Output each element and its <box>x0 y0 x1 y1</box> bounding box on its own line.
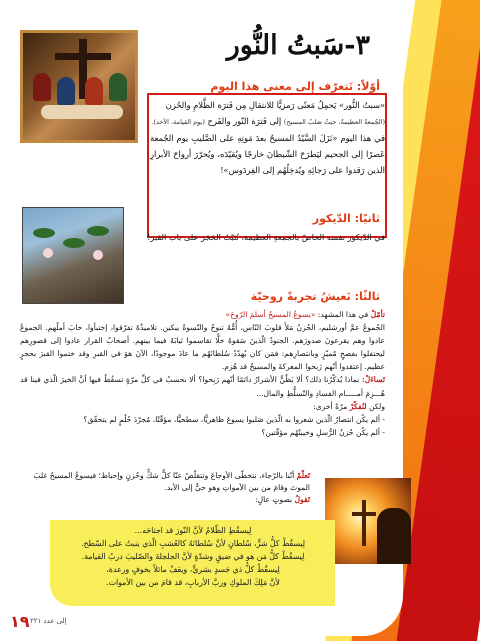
section-heading: ثالثًا: نَعيشُ تجربةً روحيّة <box>250 290 380 303</box>
text-run: ولكن <box>369 401 385 411</box>
figure-shape <box>85 77 103 105</box>
section1-text <box>150 97 385 178</box>
question-text: - ألم يكُن انتصارُ الّذين شعروا به الّذين صَلبوا يسوعَ ظاهريًّا، سطحيًّا، مؤقّتًا، مُجرّدَ حُلُمٍ لم يتحقّق؟ <box>83 414 385 424</box>
lead-word: تَساءَلْ: <box>361 375 385 385</box>
text-run: في هذا المشهد: <box>317 310 369 319</box>
section3-text <box>20 308 385 439</box>
figure-shape <box>57 77 75 105</box>
leaf-shape <box>87 226 109 236</box>
icon-painting-image <box>20 30 138 143</box>
section-heading: ثانيًا: الدّيكور <box>312 212 380 225</box>
flower-shape <box>93 250 103 260</box>
poem-line: لِيسقُطِ الظّلامُ لأنَّ النّورَ قد اجتاحَه... <box>134 526 252 535</box>
body-shape <box>41 105 123 119</box>
sunset-cross-photo <box>325 478 411 564</box>
learn-text <box>20 470 310 506</box>
section2-text: في الدّيكور نفسه الخاصّ بالجمعةِ العظيمة، نُثبّتُ الحَجَرَ على باب القبر! <box>147 232 385 242</box>
note-text: (الجُمعةُ العظيمةُ، حيثُ صَلبُ المسيح) <box>283 118 385 126</box>
text-line: «سبتُ النُّور» يَحمِلُ مَعنًى رَمزيًّا للانتقالِ مِن فَترَة الظَّلامِ والحُزن <box>165 100 385 110</box>
text-line: في هذا اليوم «نَزَلَ السَّيّدُ المسيحُ بعدَ مَوتِهِ على الصَّليبِ يوم الجُمعة عَصرًا إلى الجحيم ليَطرَحَ الشّيطانَ خارجًا ويُقيّدَه، ويُحرّرَ أرواحَ الأبرارِ الذين رَقدوا على رَجائِهِ ويُدخِلُهُم إلى الفِردَوس»! <box>150 133 385 175</box>
cross-shape <box>362 500 366 546</box>
praying-person-shape <box>377 508 411 564</box>
text-run: بصوتٍ عالٍ: <box>255 495 293 504</box>
leaf-shape <box>63 238 85 248</box>
figure-shape <box>109 73 127 101</box>
page-number: ١٩ <box>10 612 30 631</box>
cross-shape <box>55 53 111 60</box>
section-heading: أوّلاً: تَتعرّف إلى معنى هذا اليوم <box>210 80 380 93</box>
text-run: أنّنا بالرّجاء، نتخطّى الأوجاعَ وتتقلّصُ عنّا كلُّ شكٍّ وحُزنٍ وإحباط؛ فيسوعُ المسيحُ غلبَ الموتَ وقامَ من بين الأمواتِ وهو حيٌّ إلى الأبد. <box>33 471 310 492</box>
flower-shape <box>43 248 53 258</box>
figure-shape <box>33 73 51 101</box>
lead-word: تأمّلْ <box>370 310 385 319</box>
text-line: إلى فَترَة النّور والفَرح <box>207 116 282 126</box>
lead-word: لنُفكّرْ <box>349 401 367 411</box>
note-text: (يوم القيامة، الأحد). <box>151 118 205 126</box>
poem-line: لِيسقُطْ كلُّ شرٍّ، سُلطانٍ لأنَّ سُلطانَهُ كالعُشبِ الّذي ينبتُ على السّطح. <box>80 539 306 548</box>
text-run: بماذا يُذكّرُنا ذلك؟ ألا يَظُنُّ الأشرارُ دائمًا أنّهم رَبِحوا؟ ألا نحسبُ في كلِّ مرّةٍ تسقُطُ فيها أنَّ الخيرَ الّذي فينا قد هُـــزِمَ أمـــــام الفسادِ والتّسلُّطِ والمال... <box>20 375 385 398</box>
lead-word: تَقولُ <box>294 495 310 504</box>
tomb-decor-photo <box>22 207 124 304</box>
text-run: مرّةً أخرى: <box>313 401 348 411</box>
lead-word: تَعلّمْ <box>296 471 310 480</box>
footer-text: إلى عدد ٢٢١ <box>30 617 67 625</box>
cross-shape <box>352 512 376 516</box>
page-title: ٣-سَبتُ النُّور <box>226 30 370 61</box>
poem-line: لأنَّ مَلِكَ الملوكِ وربَّ الأربابِ، قد قامَ من بين الأموات. <box>106 578 280 587</box>
poem-line: لِيسقُطْ كلُّ ذي جَسدٍ بشريٍّ، ويقفْ مائلاً بخوفٍ ورعدة، <box>106 565 280 574</box>
poem <box>56 524 330 589</box>
poem-line: لِيسقُطْ كلُّ مَن هو في ضيقٍ وشدّةٍ لأنَّ الجلجلةَ والصّليبَ دربُ القيامة. <box>81 552 305 561</box>
leaf-shape <box>33 228 55 238</box>
question-text: - ألم يكُن حُزنُ الرُّسلِ وخيبتُهُم مؤقّتين؟ <box>261 427 385 437</box>
text-run: الجُموعُ عمَّ أورشليم، الحُزنُ مَلأَ قلوبَ النّاس، أُمُّهُ تنوحُ والنّسوةُ يبكين. تلاميذُهُ تفرّقوا، إختبأوا، خابَ أملُهم. الجموعُ عادوا وهم يقرعونَ صدورَهم. الجنودُ الّذينَ سَقوهُ خلًّا تقاسموا ثيابَهُ فيما بينهم. أصحابُ القرار عادوا إلى قصورِهم ليحتفلوا بفصحٍ مُميّزٍ وبانتصارِهم: فمَن كان يُهدّدُ سُلطانَهُم ما عادَ موجودًا، الآنَ هوَ في القبرِ وقد ختموا القبرَ بحجرٍ عظيم. إعتقدوا أنّهم رَبحوا المعركةَ والمسيحُ قد هُزم. <box>20 323 385 372</box>
quote-text: «يسوعُ المسيحُ أسلمَ الرّوحَ» <box>225 310 316 319</box>
